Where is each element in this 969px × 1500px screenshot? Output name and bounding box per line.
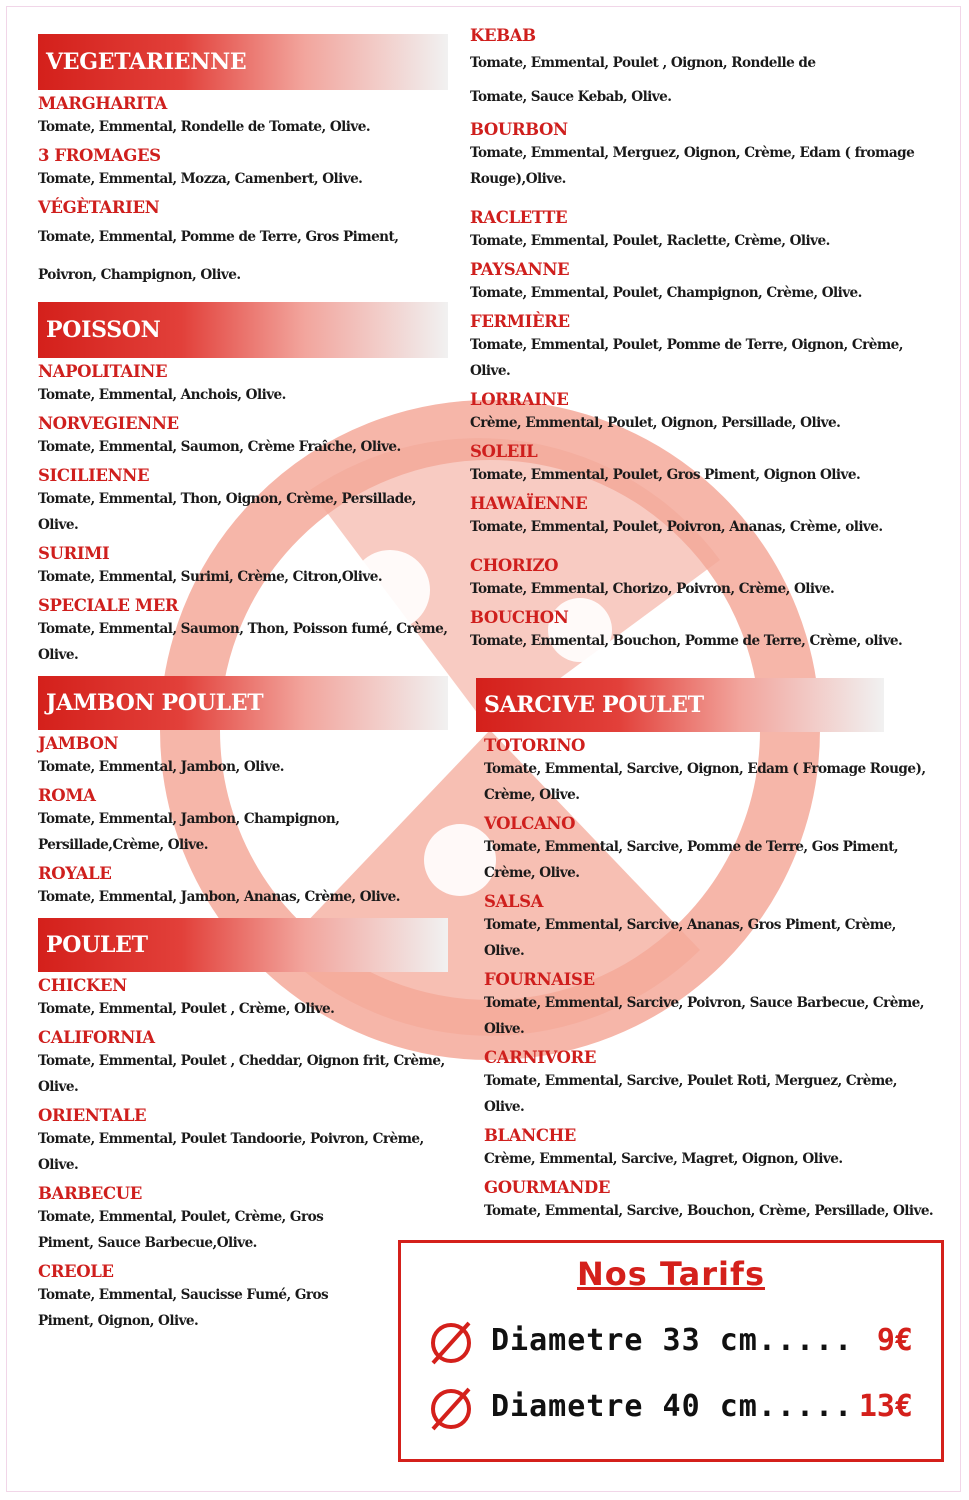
item-name: CARNIVORE (484, 1048, 597, 1067)
section-title-vegetarienne: VEGETARIENNE (38, 34, 448, 90)
item-desc: Tomate, Emmental, Poulet , Cheddar, Oignon frit, Crème, Olive. (38, 1053, 445, 1095)
item-name: FERMIÈRE (470, 312, 570, 331)
item-name: KEBAB (470, 26, 536, 45)
menu-item (38, 786, 448, 858)
item-desc: Tomate, Emmental, Sarcive, Ananas, Gros Piment, Crème, Olive. (484, 917, 896, 959)
menu-item (38, 1262, 448, 1334)
item-name: RACLETTE (470, 208, 568, 227)
item-desc: Tomate, Emmental, Jambon, Champignon, Persillade,Crème, Olive. (38, 811, 340, 853)
item-name: NORVEGIENNE (38, 414, 179, 433)
menu-item (38, 734, 448, 780)
item-name: JAMBON (38, 734, 119, 753)
item-desc: Tomate, Emmental, Saumon, Thon, Poisson fumé, Crème, Olive. (38, 621, 448, 663)
menu-item (470, 260, 940, 306)
tarif-row (427, 1381, 921, 1437)
item-name: SURIMI (38, 544, 110, 563)
menu-item (38, 198, 448, 294)
item-desc: Tomate, Emmental, Poulet , Oignon, Rondelle de Tomate, Sauce Kebab, Olive. (470, 55, 816, 105)
menu-item (38, 544, 448, 590)
item-name: CREOLE (38, 1262, 114, 1281)
item-desc: Tomate, Emmental, Rondelle de Tomate, Olive. (38, 119, 371, 135)
item-desc: Crème, Emmental, Sarcive, Magret, Oignon, Olive. (484, 1151, 843, 1167)
item-desc: Tomate, Emmental, Sarcive, Oignon, Edam ( Fromage Rouge), Crème, Olive. (484, 761, 926, 803)
item-desc: Tomate, Emmental, Surimi, Crème, Citron,Olive. (38, 569, 383, 585)
menu-item (38, 466, 448, 538)
item-desc: Tomate, Emmental, Pomme de Terre, Gros Piment, Poivron, Champignon, Olive. (38, 229, 399, 283)
item-name: VOLCANO (484, 814, 576, 833)
item-desc: Tomate, Emmental, Poulet, Poivron, Ananas, Crème, olive. (470, 519, 883, 535)
menu-item (470, 120, 940, 192)
item-name: GOURMANDE (484, 1178, 610, 1197)
item-name: SALSA (484, 892, 544, 911)
item-name: NAPOLITAINE (38, 362, 168, 381)
item-desc: Tomate, Emmental, Sarcive, Poivron, Sauce Barbecue, Crème, Olive. (484, 995, 924, 1037)
item-name: MARGHARITA (38, 94, 167, 113)
item-desc: Tomate, Emmental, Sarcive, Bouchon, Crème, Persillade, Olive. (484, 1203, 934, 1219)
item-name: TOTORINO (484, 736, 585, 755)
section-title-sarcive-poulet: SARCIVE POULET (476, 678, 884, 732)
menu-item (470, 556, 940, 602)
menu-item (38, 362, 448, 408)
item-desc: Tomate, Emmental, Poulet, Champignon, Crème, Olive. (470, 285, 862, 301)
item-desc: Tomate, Emmental, Thon, Oignon, Crème, Persillade, Olive. (38, 491, 416, 533)
item-name: FOURNAISE (484, 970, 595, 989)
item-desc: Tomate, Emmental, Poulet, Crème, Gros Piment, Sauce Barbecue,Olive. (38, 1209, 324, 1251)
menu-item (484, 814, 940, 886)
item-name: ROYALE (38, 864, 112, 883)
menu-item (470, 442, 940, 488)
menu-item (38, 1106, 448, 1178)
item-name: 3 FROMAGES (38, 146, 161, 165)
item-name: CHORIZO (470, 556, 559, 575)
tarif-label: Diametre 40 cm..... (491, 1389, 854, 1424)
item-name: SICILIENNE (38, 466, 150, 485)
tarif-label: Diametre 33 cm..... (491, 1323, 854, 1358)
item-desc: Crème, Emmental, Poulet, Oignon, Persillade, Olive. (470, 415, 841, 431)
menu-item (484, 970, 940, 1042)
tarifs-title: Nos Tarifs (577, 1255, 765, 1293)
item-name: CHICKEN (38, 976, 127, 995)
item-name: SPECIALE MER (38, 596, 179, 615)
menu-item (470, 26, 940, 114)
item-desc: Tomate, Emmental, Saucisse Fumé, Gros Piment, Oignon, Olive. (38, 1287, 329, 1329)
menu-item (484, 1178, 940, 1224)
item-desc: Tomate, Emmental, Saumon, Crème Fraîche, Olive. (38, 439, 401, 455)
menu-item (38, 146, 448, 192)
diameter-icon (427, 1385, 475, 1433)
left-column (38, 26, 448, 1340)
item-desc: Tomate, Emmental, Poulet, Gros Piment, Oignon Olive. (470, 467, 861, 483)
section-title-poulet: POULET (38, 918, 448, 972)
item-desc: Tomate, Emmental, Poulet Tandoorie, Poivron, Crème, Olive. (38, 1131, 424, 1173)
item-desc: Tomate, Emmental, Chorizo, Poivron, Crème, Olive. (470, 581, 835, 597)
item-desc: Tomate, Emmental, Jambon, Ananas, Crème, Olive. (38, 889, 400, 905)
item-desc: Tomate, Emmental, Anchois, Olive. (38, 387, 286, 403)
tarif-price: 13€ (858, 1389, 913, 1424)
menu-item (38, 976, 448, 1022)
menu-item (470, 494, 940, 540)
item-desc: Tomate, Emmental, Merguez, Oignon, Crème, Edam ( fromage Rouge),Olive. (470, 145, 915, 187)
tarif-row (427, 1315, 921, 1371)
item-name: BOURBON (470, 120, 568, 139)
section-title-poisson: POISSON (38, 302, 448, 358)
item-desc: Tomate, Emmental, Sarcive, Poulet Roti, Merguez, Crème, Olive. (484, 1073, 897, 1115)
menu-item (484, 892, 940, 964)
item-desc: Tomate, Emmental, Poulet, Raclette, Crème, Olive. (470, 233, 830, 249)
diameter-icon (427, 1319, 475, 1367)
item-name: BLANCHE (484, 1126, 576, 1145)
right-column (470, 26, 940, 1230)
menu-item (484, 1048, 940, 1120)
menu-item (38, 596, 448, 668)
item-desc: Tomate, Emmental, Poulet, Pomme de Terre, Oignon, Crème, Olive. (470, 337, 903, 379)
item-name: VÉGÈTARIEN (38, 198, 160, 217)
menu-item (484, 736, 940, 808)
menu-item (38, 1028, 448, 1100)
item-name: SOLEIL (470, 442, 538, 461)
item-name: BARBECUE (38, 1184, 142, 1203)
item-name: HAWAÏENNE (470, 494, 588, 513)
item-name: PAYSANNE (470, 260, 570, 279)
menu-item (470, 608, 940, 654)
section-title-jambon-poulet: JAMBON POULET (38, 676, 448, 730)
menu-item (38, 94, 448, 140)
menu-item (470, 312, 940, 384)
item-desc: Tomate, Emmental, Mozza, Camenbert, Olive. (38, 171, 363, 187)
menu-item (38, 864, 448, 910)
item-name: LORRAINE (470, 390, 569, 409)
menu-item (38, 1184, 448, 1256)
item-desc: Tomate, Emmental, Poulet , Crème, Olive. (38, 1001, 335, 1017)
item-name: CALIFORNIA (38, 1028, 155, 1047)
item-desc: Tomate, Emmental, Bouchon, Pomme de Terre, Crème, olive. (470, 633, 903, 649)
menu-item (484, 1126, 940, 1172)
item-desc: Tomate, Emmental, Jambon, Olive. (38, 759, 284, 775)
item-name: BOUCHON (470, 608, 569, 627)
item-name: ROMA (38, 786, 96, 805)
item-name: ORIENTALE (38, 1106, 147, 1125)
tarif-price: 9€ (876, 1323, 913, 1358)
menu-item (38, 414, 448, 460)
tarifs-box (398, 1240, 944, 1462)
item-desc: Tomate, Emmental, Sarcive, Pomme de Terre, Gos Piment, Crème, Olive. (484, 839, 899, 881)
menu-item (470, 390, 940, 436)
menu-item (470, 208, 940, 254)
